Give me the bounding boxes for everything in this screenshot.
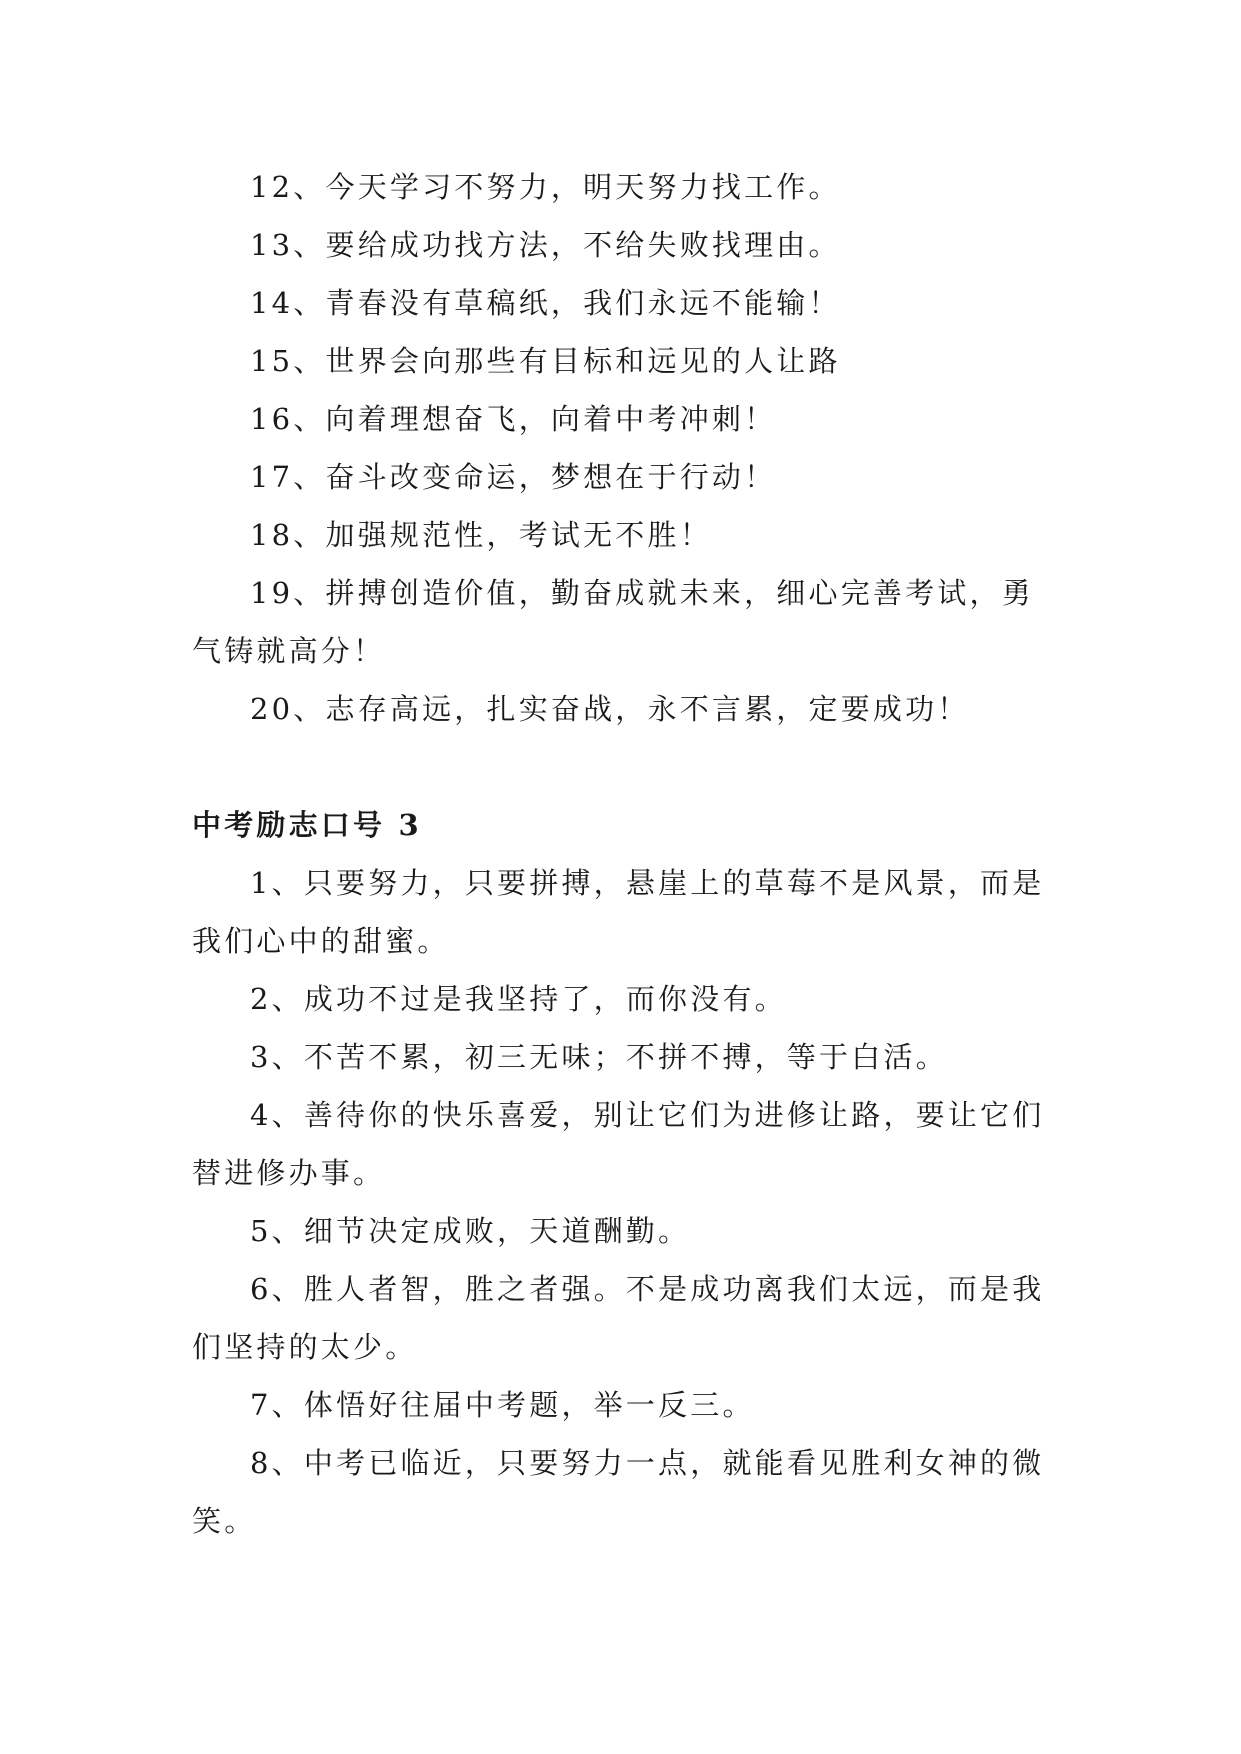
list-item: 4、善待你的快乐喜爱，别让它们为进修让路，要让它们替进修办事。 bbox=[192, 1098, 1045, 1190]
list-item: 17、奋斗改变命运，梦想在于行动！ bbox=[250, 460, 777, 494]
list-item: 5、细节决定成败，天道酬勤。 bbox=[250, 1214, 691, 1248]
slogan-list-continued bbox=[192, 158, 1054, 738]
list-item: 15、世界会向那些有目标和远见的人让路 bbox=[250, 344, 841, 378]
list-item: 8、中考已临近，只要努力一点，就能看见胜利女神的微笑。 bbox=[192, 1446, 1045, 1538]
slogan-list-3 bbox=[192, 854, 1054, 1550]
list-item: 19、拼搏创造价值，勤奋成就未来，细心完善考试，勇气铸就高分！ bbox=[192, 576, 1034, 668]
list-item: 2、成功不过是我坚持了，而你没有。 bbox=[250, 982, 787, 1016]
list-item: 7、体悟好往届中考题，举一反三。 bbox=[250, 1388, 755, 1422]
list-item: 1、只要努力，只要拼搏，悬崖上的草莓不是风景，而是我们心中的甜蜜。 bbox=[192, 866, 1045, 958]
list-item: 3、不苦不累，初三无味；不拼不搏，等于白活。 bbox=[250, 1040, 948, 1074]
list-item: 18、加强规范性，考试无不胜！ bbox=[250, 518, 712, 552]
list-item: 13、要给成功找方法，不给失败找理由。 bbox=[250, 228, 841, 262]
list-item: 16、向着理想奋飞，向着中考冲刺！ bbox=[250, 402, 777, 436]
document-body bbox=[192, 158, 1054, 1550]
section-heading: 中考励志口号 3 bbox=[192, 808, 422, 842]
list-item: 20、志存高远，扎实奋战，永不言累，定要成功！ bbox=[250, 692, 970, 726]
section-spacer bbox=[192, 738, 1054, 796]
list-item: 14、青春没有草稿纸，我们永远不能输！ bbox=[250, 286, 841, 320]
list-item: 6、胜人者智，胜之者强。不是成功离我们太远，而是我们坚持的太少。 bbox=[192, 1272, 1045, 1364]
list-item: 12、今天学习不努力，明天努力找工作。 bbox=[250, 170, 841, 204]
